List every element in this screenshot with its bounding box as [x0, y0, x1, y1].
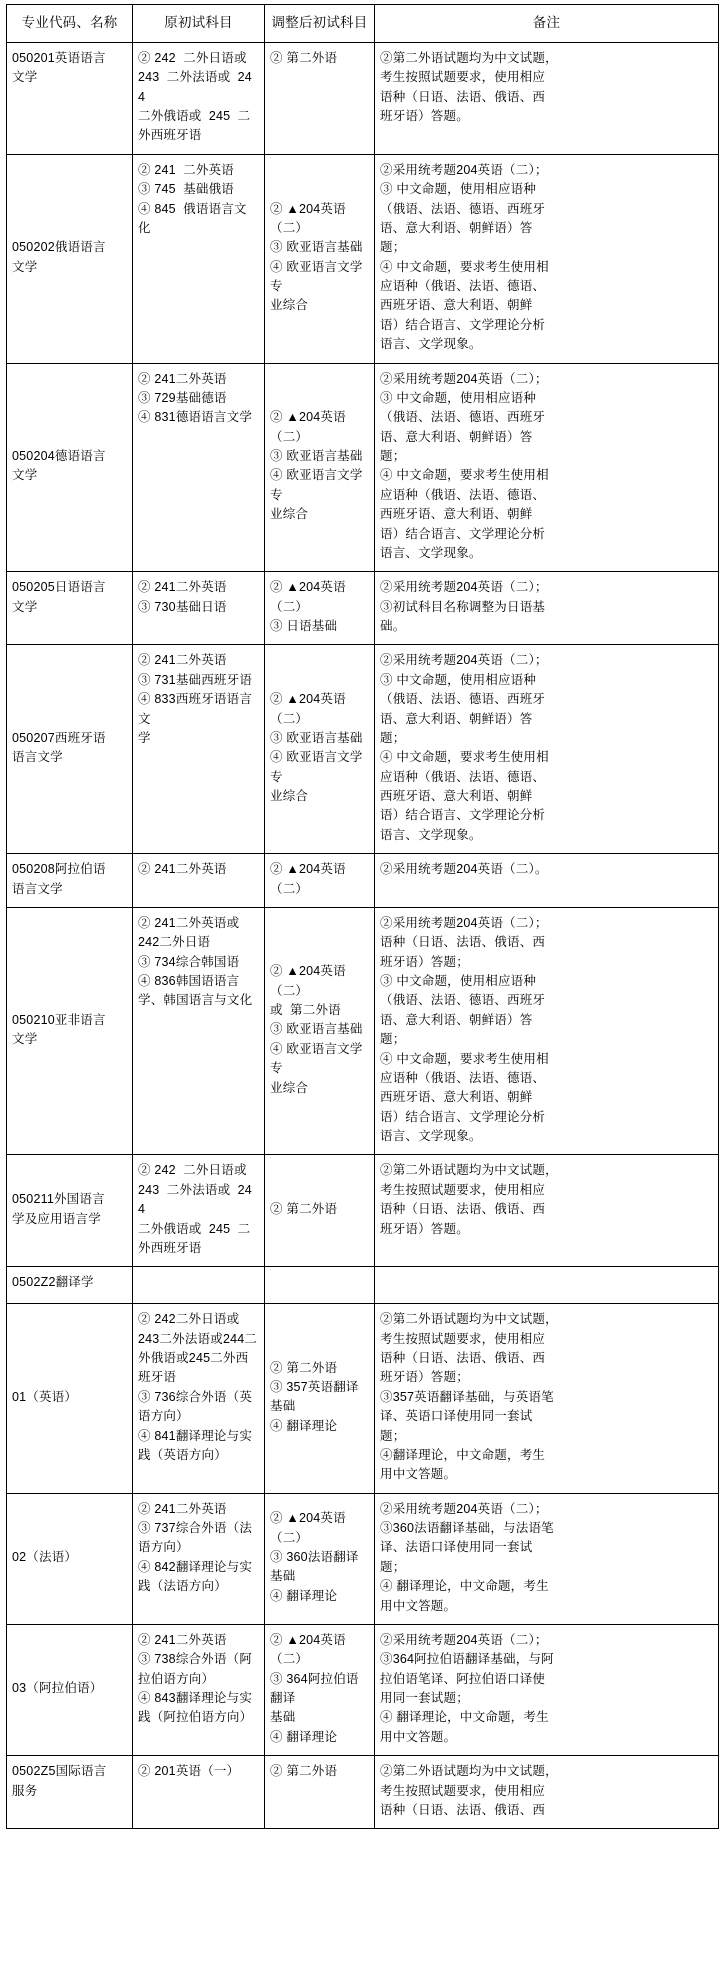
cell-remark-line: ③ 中文命题，使用相应语种	[380, 974, 537, 989]
cell-remark-line: ③ 中文命题，使用相应语种	[380, 672, 537, 687]
cell-remark-line: 语）结合语言、文学理论分析	[380, 1109, 546, 1124]
table-row	[7, 154, 719, 363]
cell-original	[133, 1493, 265, 1624]
cell-remark	[375, 645, 719, 854]
cell-adjusted-line: ② 第二外语	[270, 1202, 338, 1217]
cell-remark-line: ②采用统考题204英语（二）。	[380, 862, 548, 877]
cell-original-line: ④ 836韩国语语言	[138, 974, 240, 989]
cell-original-line: 语方向）	[138, 1540, 189, 1555]
table-row	[7, 572, 719, 645]
cell-adjusted-line: ② ▲204英语（二）	[270, 1511, 346, 1545]
cell-remark-line: 语）结合语言、文学理论分析	[380, 808, 546, 823]
cell-name-line: 050202俄语语言	[12, 240, 106, 255]
table-row	[7, 1304, 719, 1493]
cell-original-line: ④ 833西班牙语语言文	[138, 692, 253, 726]
cell-remark	[375, 1155, 719, 1267]
cell-remark-line: 题；	[380, 240, 406, 255]
cell-remark-line: ②第二外语试题均为中文试题，	[380, 1312, 558, 1327]
cell-remark-line: 题；	[380, 1559, 406, 1574]
table-row	[7, 907, 719, 1155]
cell-adjusted	[265, 154, 375, 363]
cell-remark	[375, 1493, 719, 1624]
table-row	[7, 363, 719, 572]
cell-adjusted-line: ② ▲204英语（二）	[270, 201, 346, 235]
cell-adjusted-line: ④ 翻译理论	[270, 1418, 338, 1433]
cell-remark-line: ②采用统考题204英语（二）；	[380, 580, 548, 595]
cell-name-line: 050201英语语言	[12, 50, 106, 65]
cell-remark-line: ③357英语翻译基础，与英语笔	[380, 1389, 554, 1404]
cell-name-line: 03（阿拉伯语）	[12, 1681, 103, 1696]
table-row	[7, 42, 719, 154]
cell-name	[7, 1756, 133, 1829]
cell-name-line: 0502Z5国际语言	[12, 1764, 107, 1779]
cell-name-line: 文学	[12, 468, 38, 483]
cell-remark-line: 班牙语）答题；	[380, 1370, 469, 1385]
cell-original-line: 践（英语方向）	[138, 1447, 227, 1462]
cell-name	[7, 1155, 133, 1267]
cell-original-line: 外西班牙语	[138, 1240, 202, 1255]
cell-adjusted-line: ③ 欧亚语言基础	[270, 1022, 363, 1037]
cell-remark	[375, 42, 719, 154]
cell-original-line: ③ 730基础日语	[138, 599, 227, 614]
cell-name	[7, 645, 133, 854]
cell-adjusted	[265, 907, 375, 1155]
cell-original	[133, 854, 265, 908]
cell-remark-line: ④ 中文命题，要求考生使用相	[380, 750, 549, 765]
cell-remark-line: ②采用统考题204英语（二）；	[380, 162, 548, 177]
cell-remark-line: （俄语、法语、德语、西班牙	[380, 410, 546, 425]
cell-name-line: 语言文学	[12, 881, 63, 896]
cell-original	[133, 42, 265, 154]
table-row	[7, 1155, 719, 1267]
cell-remark-line: 班牙语）答题。	[380, 1221, 469, 1236]
cell-remark	[375, 572, 719, 645]
cell-original-line: ② 241二外英语	[138, 580, 227, 595]
header-major-code-name: 专业代码、名称	[7, 5, 133, 43]
cell-remark-line: ③ 中文命题，使用相应语种	[380, 390, 537, 405]
cell-adjusted	[265, 1155, 375, 1267]
cell-remark-line: 语）结合语言、文学理论分析	[380, 526, 546, 541]
cell-name-line: 语言文学	[12, 750, 63, 765]
cell-remark-line: 题；	[380, 1428, 406, 1443]
cell-original-line: 242二外日语	[138, 935, 211, 950]
cell-adjusted	[265, 363, 375, 572]
cell-adjusted-line: ② 第二外语	[270, 1360, 338, 1375]
header-original-subjects: 原初试科目	[133, 5, 265, 43]
cell-remark-line: ②采用统考题204英语（二）；	[380, 371, 548, 386]
cell-original-line: ④ 831德语语言文学	[138, 410, 253, 425]
cell-original-line: ② 241二外英语	[138, 1501, 227, 1516]
cell-original-line: 践（法语方向）	[138, 1579, 227, 1594]
cell-remark-line: （俄语、法语、德语、西班牙	[380, 692, 546, 707]
cell-original-line: ③ 729基础德语	[138, 390, 227, 405]
cell-original-line: ③ 731基础西班牙语	[138, 672, 253, 687]
cell-name-line: 050210亚非语言	[12, 1012, 106, 1027]
cell-remark-line: 础。	[380, 619, 406, 634]
cell-remark-line: （俄语、法语、德语、西班牙	[380, 201, 546, 216]
cell-original-line: 学	[138, 730, 151, 745]
cell-original-line: ② 201英语（一）	[138, 1764, 240, 1779]
cell-original-line: 二外俄语或 245 二	[138, 1221, 251, 1236]
table-row	[7, 1267, 719, 1304]
table-body	[7, 42, 719, 1828]
cell-original-line: ④ 843翻译理论与实	[138, 1691, 253, 1706]
cell-adjusted-line: ④ 欧亚语言文学专	[270, 468, 363, 502]
cell-remark-line: 语言、文学现象。	[380, 827, 482, 842]
cell-remark-line: ②采用统考题204英语（二）；	[380, 1632, 548, 1647]
cell-remark	[375, 1304, 719, 1493]
cell-remark-line: 应语种（俄语、法语、德语、	[380, 279, 546, 294]
cell-remark-line: 应语种（俄语、法语、德语、	[380, 487, 546, 502]
cell-name-line: 050211外国语言	[12, 1192, 105, 1207]
cell-name	[7, 854, 133, 908]
cell-original	[133, 572, 265, 645]
cell-remark-line: 题；	[380, 1032, 406, 1047]
cell-name	[7, 1304, 133, 1493]
cell-adjusted	[265, 42, 375, 154]
cell-original	[133, 1624, 265, 1755]
cell-adjusted	[265, 645, 375, 854]
cell-original-line: ③ 737综合外语（法	[138, 1521, 253, 1536]
cell-remark-line: 译、法语口译使用同一套试	[380, 1540, 533, 1555]
cell-name-line: 050208阿拉伯语	[12, 862, 106, 877]
cell-name-line: 学及应用语言学	[12, 1211, 101, 1226]
cell-adjusted-line: ③ 357英语翻译基础	[270, 1380, 359, 1414]
cell-remark-line: 用中文答题。	[380, 1598, 457, 1613]
document-page	[0, 4, 724, 1829]
cell-name-line: 050207西班牙语	[12, 730, 106, 745]
cell-adjusted-line: ② ▲204英语（二）	[270, 1632, 346, 1667]
cell-original-line: ② 241二外英语	[138, 371, 227, 386]
header-remarks: 备注	[375, 5, 719, 43]
table-header-row	[7, 5, 719, 43]
cell-adjusted-line: ④ 翻译理论	[270, 1729, 338, 1744]
cell-adjusted-line: ② 第二外语	[270, 1764, 338, 1779]
cell-adjusted	[265, 1624, 375, 1755]
cell-adjusted	[265, 1756, 375, 1829]
cell-name-line: 文学	[12, 1032, 38, 1047]
cell-original-line: 学、韩国语言与文化	[138, 993, 253, 1008]
cell-remark	[375, 1267, 719, 1304]
cell-name	[7, 1493, 133, 1624]
cell-original-line: ③ 734综合韩国语	[138, 954, 240, 969]
cell-original	[133, 1267, 265, 1304]
cell-original-line: ② 241二外英语	[138, 653, 227, 668]
cell-adjusted-line: ③ 360法语翻译基础	[270, 1550, 359, 1584]
cell-original-line: ② 241二外英语	[138, 862, 227, 877]
cell-original-line: 语方向）	[138, 1409, 189, 1424]
cell-original-line: 外俄语或245二外西	[138, 1351, 249, 1366]
cell-remark-line: 语、意大利语、朝鲜语）答	[380, 429, 533, 444]
cell-name	[7, 907, 133, 1155]
cell-original	[133, 363, 265, 572]
cell-original-line: 243 二外法语或 244	[138, 1182, 252, 1217]
cell-remark	[375, 907, 719, 1155]
cell-adjusted-line: 业综合	[270, 298, 309, 313]
cell-original-line: ② 242 二外日语或	[138, 50, 247, 65]
cell-remark-line: 西班牙语、意大利语、朝鲜	[380, 507, 533, 522]
cell-adjusted	[265, 1493, 375, 1624]
cell-remark-line: ②第二外语试题均为中文试题，	[380, 50, 558, 65]
cell-name-line: 050205日语语言	[12, 580, 106, 595]
table-row	[7, 1493, 719, 1624]
cell-original	[133, 154, 265, 363]
cell-remark-line: ②采用统考题204英语（二）；	[380, 653, 548, 668]
cell-remark-line: ④ 中文命题，要求考生使用相	[380, 468, 549, 483]
cell-name	[7, 363, 133, 572]
cell-remark-line: ③ 中文命题，使用相应语种	[380, 182, 537, 197]
cell-adjusted-line: ③ 欧亚语言基础	[270, 449, 363, 464]
cell-adjusted-line: ② ▲204英语（二）	[270, 692, 346, 726]
cell-name-line: 服务	[12, 1783, 38, 1798]
cell-remark-line: 语言、文学现象。	[380, 545, 482, 560]
table-row	[7, 854, 719, 908]
cell-remark-line: （俄语、法语、德语、西班牙	[380, 993, 546, 1008]
cell-remark-line: ②采用统考题204英语（二）；	[380, 1501, 548, 1516]
exam-subject-adjustment-table	[6, 4, 719, 1829]
cell-remark-line: 考生按照试题要求，使用相应	[380, 1783, 546, 1798]
cell-adjusted-line: 业综合	[270, 789, 309, 804]
cell-remark	[375, 363, 719, 572]
cell-remark-line: 应语种（俄语、法语、德语、	[380, 769, 546, 784]
cell-name-line: 050204德语语言	[12, 449, 106, 464]
cell-name	[7, 42, 133, 154]
cell-original-line: ④ 841翻译理论与实	[138, 1428, 253, 1443]
cell-adjusted-line: ③ 欧亚语言基础	[270, 240, 363, 255]
cell-original	[133, 645, 265, 854]
cell-original-line: ② 241二外英语	[138, 1632, 227, 1647]
cell-adjusted	[265, 1304, 375, 1493]
cell-remark-line: 语、意大利语、朝鲜语）答	[380, 220, 533, 235]
cell-name	[7, 1267, 133, 1304]
cell-remark-line: 语种（日语、法语、俄语、西	[380, 1802, 546, 1817]
cell-original-line: 践（阿拉伯语方向）	[138, 1710, 253, 1725]
cell-original	[133, 1304, 265, 1493]
cell-adjusted	[265, 572, 375, 645]
cell-remark-line: 语言、文学现象。	[380, 1129, 482, 1144]
cell-remark-line: 班牙语）答题。	[380, 109, 469, 124]
cell-remark-line: ②第二外语试题均为中文试题，	[380, 1163, 558, 1178]
cell-remark-line: 考生按照试题要求，使用相应	[380, 1182, 546, 1197]
cell-remark-line: 用同一套试题；	[380, 1691, 469, 1706]
cell-remark-line: ③360法语翻译基础，与法语笔	[380, 1521, 554, 1536]
cell-remark-line: ③初试科目名称调整为日语基	[380, 599, 546, 614]
cell-name-line: 文学	[12, 70, 38, 85]
cell-original-line: 二外俄语或 245 二	[138, 109, 251, 124]
cell-adjusted-line: ④ 欧亚语言文学专	[270, 259, 363, 294]
cell-remark-line: 语种（日语、法语、俄语、西	[380, 1351, 546, 1366]
cell-original-line: 班牙语	[138, 1370, 177, 1385]
cell-adjusted-line: ② ▲204英语（二）	[270, 862, 346, 896]
cell-remark-line: ②采用统考题204英语（二）；	[380, 915, 548, 930]
cell-remark-line: ④ 翻译理论，中文命题，考生	[380, 1710, 549, 1725]
cell-remark-line: 题；	[380, 730, 406, 745]
cell-remark	[375, 154, 719, 363]
cell-remark-line: 语、意大利语、朝鲜语）答	[380, 711, 533, 726]
cell-remark-line: ④ 翻译理论，中文命题，考生	[380, 1579, 549, 1594]
cell-name	[7, 154, 133, 363]
cell-adjusted-line: ② ▲204英语（二）	[270, 410, 346, 444]
cell-remark-line: 语言、文学现象。	[380, 337, 482, 352]
table-row	[7, 1624, 719, 1755]
table-row	[7, 1756, 719, 1829]
cell-original-line: ③ 736综合外语（英	[138, 1389, 253, 1404]
cell-remark-line: 语种（日语、法语、俄语、西	[380, 1202, 546, 1217]
cell-adjusted-line: ④ 欧亚语言文学专	[270, 750, 363, 784]
cell-remark-line: 译、英语口译使用同一套试	[380, 1409, 533, 1424]
cell-remark-line: 考生按照试题要求，使用相应	[380, 1331, 546, 1346]
cell-remark-line: 西班牙语、意大利语、朝鲜	[380, 789, 533, 804]
cell-original-line: ② 242二外日语或	[138, 1312, 240, 1327]
cell-original	[133, 907, 265, 1155]
cell-name-line: 0502Z2翻译学	[12, 1275, 94, 1290]
cell-name	[7, 1624, 133, 1755]
cell-remark-line: 西班牙语、意大利语、朝鲜	[380, 298, 533, 313]
cell-remark-line: 用中文答题。	[380, 1467, 457, 1482]
cell-adjusted-line: ③ 欧亚语言基础	[270, 730, 363, 745]
cell-remark-line: ③364阿拉伯语翻译基础，与阿	[380, 1652, 554, 1667]
cell-adjusted-line: 业综合	[270, 507, 309, 522]
cell-original-line: 拉伯语方向）	[138, 1671, 215, 1686]
cell-adjusted-line: ③ 日语基础	[270, 619, 338, 634]
cell-original-line: ② 241 二外英语	[138, 162, 234, 177]
cell-name-line: 02（法语）	[12, 1550, 78, 1565]
cell-adjusted-line: 基础	[270, 1710, 296, 1725]
cell-remark-line: ④ 中文命题，要求考生使用相	[380, 1051, 549, 1066]
cell-original	[133, 1756, 265, 1829]
cell-remark-line: 语种（日语、法语、俄语、西	[380, 89, 546, 104]
header-adjusted-subjects: 调整后初试科目	[265, 5, 375, 43]
cell-remark-line: 语、意大利语、朝鲜语）答	[380, 1012, 533, 1027]
table-row	[7, 645, 719, 854]
cell-remark-line: 拉伯语笔译、阿拉伯语口译使	[380, 1671, 546, 1686]
cell-adjusted-line: ④ 翻译理论	[270, 1588, 338, 1603]
cell-original-line: ④ 845 俄语语言文	[138, 201, 247, 216]
cell-remark-line: 题；	[380, 449, 406, 464]
cell-remark-line: 应语种（俄语、法语、德语、	[380, 1070, 546, 1085]
cell-original-line: ④ 842翻译理论与实	[138, 1559, 253, 1574]
cell-remark-line: ④ 中文命题，要求考生使用相	[380, 259, 549, 274]
cell-remark-line: 语）结合语言、文学理论分析	[380, 317, 546, 332]
cell-remark-line: ②第二外语试题均为中文试题，	[380, 1764, 558, 1779]
cell-name	[7, 572, 133, 645]
cell-adjusted-line: ② 第二外语	[270, 50, 338, 65]
cell-original-line: ③ 738综合外语（阿	[138, 1652, 253, 1667]
cell-adjusted-line: ② ▲204英语（二）	[270, 964, 346, 998]
cell-original-line: ③ 745 基础俄语	[138, 182, 234, 197]
cell-remark	[375, 854, 719, 908]
cell-adjusted-line: ③ 364阿拉伯语翻译	[270, 1671, 359, 1706]
cell-remark	[375, 1756, 719, 1829]
cell-adjusted-line: ② ▲204英语（二）	[270, 580, 346, 614]
cell-name-line: 文学	[12, 599, 38, 614]
cell-adjusted-line: 或 第二外语	[270, 1003, 341, 1018]
cell-original-line: 243二外法语或244二	[138, 1331, 258, 1346]
cell-original-line: 外西班牙语	[138, 128, 202, 143]
cell-original	[133, 1155, 265, 1267]
cell-adjusted	[265, 854, 375, 908]
cell-adjusted-line: ④ 欧亚语言文学专	[270, 1041, 363, 1076]
cell-adjusted	[265, 1267, 375, 1304]
cell-remark-line: 西班牙语、意大利语、朝鲜	[380, 1090, 533, 1105]
cell-original-line: ② 241二外英语或	[138, 915, 240, 930]
cell-name-line: 文学	[12, 259, 38, 274]
cell-name-line: 01（英语）	[12, 1389, 78, 1404]
cell-remark-line: 班牙语）答题；	[380, 954, 469, 969]
cell-remark-line: ④翻译理论，中文命题，考生	[380, 1447, 546, 1462]
cell-remark-line: 考生按照试题要求，使用相应	[380, 70, 546, 85]
cell-original-line: 化	[138, 220, 151, 235]
cell-remark	[375, 1624, 719, 1755]
cell-original-line: 243 二外法语或 244	[138, 70, 252, 104]
cell-remark-line: 用中文答题。	[380, 1729, 457, 1744]
cell-original-line: ② 242 二外日语或	[138, 1163, 247, 1178]
cell-adjusted-line: 业综合	[270, 1080, 309, 1095]
cell-remark-line: 语种（日语、法语、俄语、西	[380, 935, 546, 950]
